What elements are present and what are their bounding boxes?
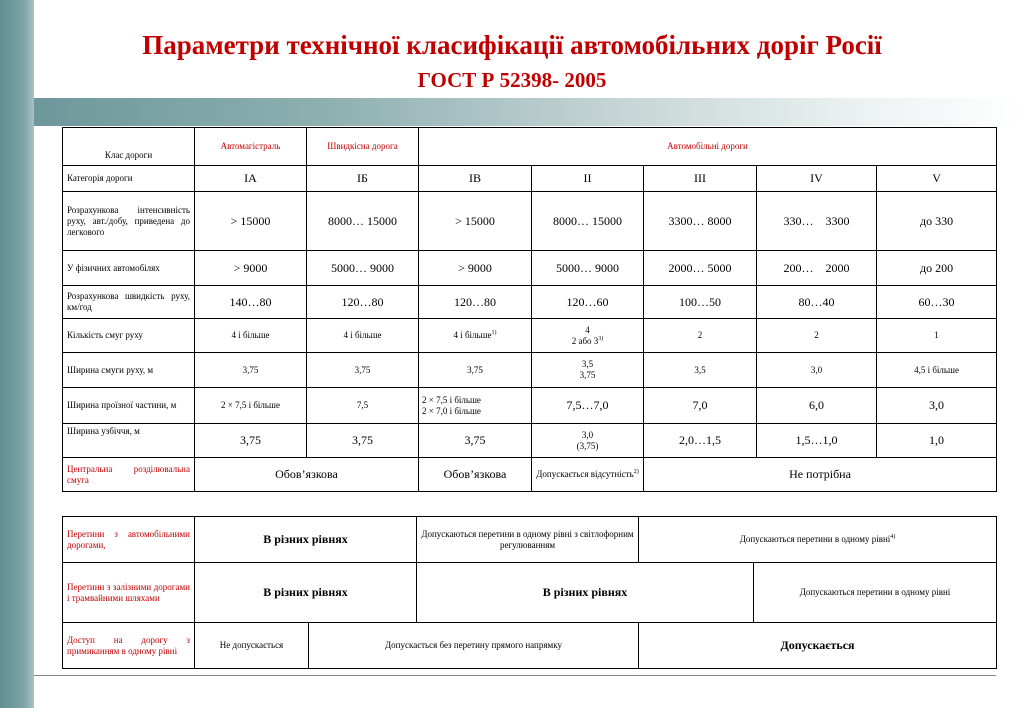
cell-text: 3,5 — [581, 359, 594, 369]
left-decor-bar — [0, 0, 34, 708]
table-cell: 8000… 15000 — [307, 192, 419, 251]
table-cell — [532, 319, 644, 353]
footnote-mark: 3) — [598, 335, 604, 342]
table-cell: до 200 — [877, 251, 997, 286]
page-subtitle: ГОСТ Р 52398- 2005 — [417, 68, 607, 92]
table-row — [63, 286, 997, 319]
cell-text: 4 і більше — [453, 330, 492, 340]
table-cell: IБ — [307, 166, 419, 192]
table-cell: Обов’язкова — [195, 458, 419, 492]
table-cell: 100…50 — [644, 286, 757, 319]
row-label: Категорія дороги — [63, 166, 195, 192]
row-label: Ширина узбіччя, м — [63, 424, 195, 458]
table-cell — [419, 388, 532, 424]
table-cell: Не потрібна — [644, 458, 997, 492]
table-cell: Допускається без перетину прямого напрямку — [309, 623, 639, 669]
table-row — [63, 623, 997, 669]
table-cell: Допускається — [639, 623, 997, 669]
table-cell: до 330 — [877, 192, 997, 251]
table-cell: 120…80 — [419, 286, 532, 319]
table-cell: 3,0 — [757, 353, 877, 388]
footnote-mark: 1) — [491, 330, 497, 336]
table-cell: 200… 2000 — [757, 251, 877, 286]
table-cell: 5000… 9000 — [307, 251, 419, 286]
header-roads: Автомобільні дороги — [419, 128, 997, 166]
table-cell: > 9000 — [195, 251, 307, 286]
table-row — [63, 424, 997, 458]
table-cell: 7,5 — [307, 388, 419, 424]
row-label: Розрахункова інтенсивність руху, авт./добу, приведена до легкового — [63, 192, 195, 251]
table-cell: 1,0 — [877, 424, 997, 458]
table-cell: III — [644, 166, 757, 192]
table-cell: 3,75 — [419, 353, 532, 388]
table-cell: II — [532, 166, 644, 192]
table-cell: > 9000 — [419, 251, 532, 286]
table-cell: 1,5…1,0 — [757, 424, 877, 458]
table-cell: V — [877, 166, 997, 192]
table-cell: 4 і більше — [195, 319, 307, 353]
header-class-label: Клас дороги — [63, 128, 195, 166]
row-label: Кількість смуг руху — [63, 319, 195, 353]
table-cell — [639, 517, 997, 563]
table-cell — [532, 424, 644, 458]
table-cell: 60…30 — [877, 286, 997, 319]
cell-text: 2 × 7,0 і більше — [422, 405, 481, 416]
header-band — [34, 98, 1023, 126]
table-cell: 120…80 — [307, 286, 419, 319]
table-cell: Допускаються перетини в одному рівні — [754, 563, 997, 623]
table-cell: IА — [195, 166, 307, 192]
table-cell: > 15000 — [419, 192, 532, 251]
row-label: У фізичних автомобілях — [63, 251, 195, 286]
row-label: Ширина смуги руху, м — [63, 353, 195, 388]
table-cell: 3,75 — [195, 353, 307, 388]
table-cell: 3,0 — [877, 388, 997, 424]
row-label: Перетини з автомобільними дорогами, — [63, 517, 195, 563]
table-cell: 6,0 — [757, 388, 877, 424]
row-label: Розрахункова швидкість руху, км/год — [63, 286, 195, 319]
table-cell: > 15000 — [195, 192, 307, 251]
table-cell: 5000… 9000 — [532, 251, 644, 286]
table-cell: 2 — [644, 319, 757, 353]
table-cell: 120…60 — [532, 286, 644, 319]
row-label: Центральна розділювальна смуга — [63, 458, 195, 492]
footnote-mark: 2) — [633, 469, 639, 475]
table-cell: 2 — [757, 319, 877, 353]
footnote-mark: 4) — [890, 534, 896, 540]
table-cell: В різних рівнях — [195, 563, 417, 623]
table-row — [63, 458, 997, 492]
table-cell: Допускаються перетини в одному рівні з світлофорним регулюванням — [417, 517, 639, 563]
table-cell: 3,75 — [195, 424, 307, 458]
table-cell: 330… 3300 — [757, 192, 877, 251]
table-row — [63, 563, 997, 623]
table-row — [63, 319, 997, 353]
intersections-table — [62, 516, 997, 669]
table-row — [63, 128, 997, 166]
table-row — [63, 192, 997, 251]
cell-text: 2 або 3 — [571, 335, 599, 346]
cell-text: (3,75) — [576, 440, 599, 451]
table-row — [63, 388, 997, 424]
table-cell — [532, 458, 644, 492]
table-cell: 2,0…1,5 — [644, 424, 757, 458]
cell-text: 4 — [585, 324, 590, 335]
cell-text: 2 × 7,5 і більше — [422, 394, 481, 405]
table-cell: 2 × 7,5 і більше — [195, 388, 307, 424]
cell-text: Допускаються перетини в одному рівні — [739, 534, 891, 544]
row-label: Перетини з залізними дорогами і трамвайними шляхами — [63, 563, 195, 623]
table-cell: В різних рівнях — [417, 563, 754, 623]
table-cell: 3,75 — [307, 353, 419, 388]
table-row — [63, 353, 997, 388]
table-cell: 3,5 — [644, 353, 757, 388]
table-cell — [532, 353, 644, 388]
table-cell: 7,5…7,0 — [532, 388, 644, 424]
table-cell: Обов’язкова — [419, 458, 532, 492]
table-cell: IВ — [419, 166, 532, 192]
table-cell: 1 — [877, 319, 997, 353]
header-motorway: Автомагістраль — [195, 128, 307, 166]
table-cell: 4 і більше — [307, 319, 419, 353]
table-cell: 80…40 — [757, 286, 877, 319]
classification-table — [62, 127, 997, 492]
table-cell: 8000… 15000 — [532, 192, 644, 251]
bottom-divider — [34, 675, 996, 676]
table-cell: 7,0 — [644, 388, 757, 424]
cell-text: 3,75 — [579, 370, 596, 380]
table-cell: 3,75 — [307, 424, 419, 458]
header-expressway: Швидкісна дорога — [307, 128, 419, 166]
table-cell: 140…80 — [195, 286, 307, 319]
table-cell — [419, 319, 532, 353]
table-cell: 4,5 і більше — [877, 353, 997, 388]
table-row — [63, 166, 997, 192]
table-cell: IV — [757, 166, 877, 192]
table-cell: 3300… 8000 — [644, 192, 757, 251]
table-cell: Не допускається — [195, 623, 309, 669]
table-row — [63, 251, 997, 286]
table-row — [63, 517, 997, 563]
cell-text: Допускається відсутність — [536, 469, 634, 479]
row-label: Доступ на дорогу з примиканням в одному рівні — [63, 623, 195, 669]
page-title: Параметри технічної класифікації автомобільних доріг Росії — [142, 30, 882, 60]
table-cell: В різних рівнях — [195, 517, 417, 563]
row-label: Ширина проїзної частини, м — [63, 388, 195, 424]
table-cell: 3,75 — [419, 424, 532, 458]
cell-text: 3,0 — [581, 429, 594, 440]
table-cell: 2000… 5000 — [644, 251, 757, 286]
